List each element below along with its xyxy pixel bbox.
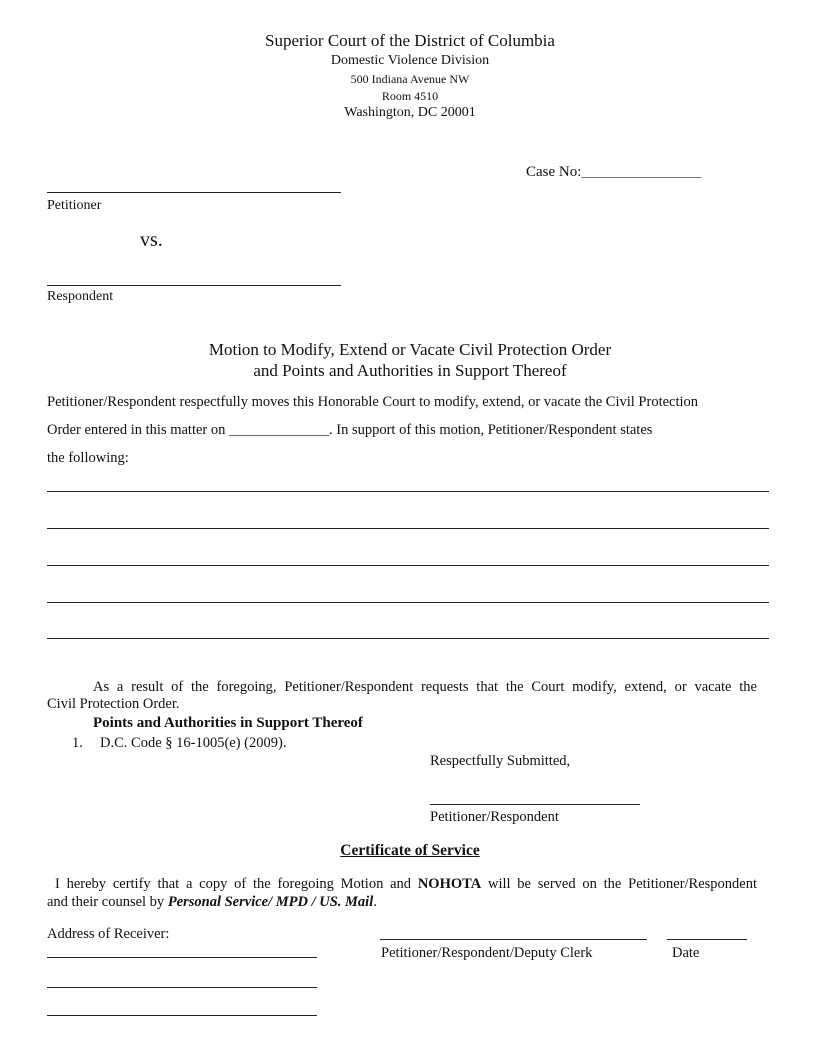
motion-body-line1: Petitioner/Respondent respectfully moves this Honorable Court to modify, extend, or vacate the Civil Protection [47,394,699,410]
certificate-line1 [55,876,757,893]
respondent-signature-line[interactable] [47,285,341,286]
submitter-label: Petitioner/Respondent [430,809,559,825]
versus-label: vs. [140,229,163,251]
statement-line[interactable] [47,638,769,639]
statement-line[interactable] [47,565,769,566]
clerk-signature-line[interactable] [380,939,647,940]
case-number [526,164,701,181]
certificate-line2-start: and their counsel by [47,894,165,910]
division-name: Domestic Violence Division [330,53,490,68]
statement-line[interactable] [47,491,769,492]
address-line[interactable] [47,957,317,958]
nohota-term: NOHOTA [417,876,482,892]
certificate-line1-start: I hereby certify that a copy of the foregoing Motion and [55,876,412,892]
case-number-blank[interactable]: ____________________ [581,165,702,179]
result-line2: Civil Protection Order. [47,696,180,712]
motion-body-line2-end: . In support of this motion, Petitioner/Respondent states [329,422,653,438]
statement-line[interactable] [47,528,769,529]
closing-text: Respectfully Submitted, [430,753,571,769]
petitioner-label: Petitioner [47,198,102,213]
certificate-heading: Certificate of Service [340,842,480,859]
case-number-label: Case No: [526,164,582,180]
motion-title-line2: and Points and Authorities in Support Thereof [253,361,567,380]
certificate-line2-end: . [373,894,377,910]
court-name: Superior Court of the District of Columbia [265,31,555,50]
certificate-line2 [47,894,377,911]
clerk-label: Petitioner/Respondent/Deputy Clerk [381,945,593,961]
address-line[interactable] [47,987,317,988]
petitioner-signature-line[interactable] [47,192,341,193]
court-street: 500 Indiana Avenue NW [350,72,470,86]
motion-body-line3: the following: [47,450,129,466]
address-label: Address of Receiver: [47,926,170,942]
court-room: Room 4510 [381,89,439,103]
date-line[interactable] [667,939,747,940]
points-item-text: D.C. Code § 16-1005(e) (2009). [100,735,287,751]
motion-title-line1: Motion to Modify, Extend or Vacate Civil Protection Order [208,340,612,359]
date-label: Date [672,945,700,961]
service-method: Personal Service/ MPD / US. Mail [167,894,374,910]
order-date-blank[interactable]: ________________ [229,423,329,437]
certificate-line1-end: will be served on the Petitioner/Respondent [487,876,758,892]
statement-line[interactable] [47,602,769,603]
respondent-label: Respondent [47,289,114,304]
court-city: Washington, DC 20001 [344,105,476,120]
motion-body-line2 [47,422,652,439]
points-item-number: 1. [72,735,83,751]
submitter-signature-line[interactable] [430,804,640,805]
motion-body-line2-start: Order entered in this matter on [47,422,226,438]
result-line1: As a result of the foregoing, Petitioner/Respondent requests that the Court modify, extend, or vacate the [93,679,757,695]
points-heading: Points and Authorities in Support Thereof [93,715,363,731]
address-line[interactable] [47,1015,317,1016]
